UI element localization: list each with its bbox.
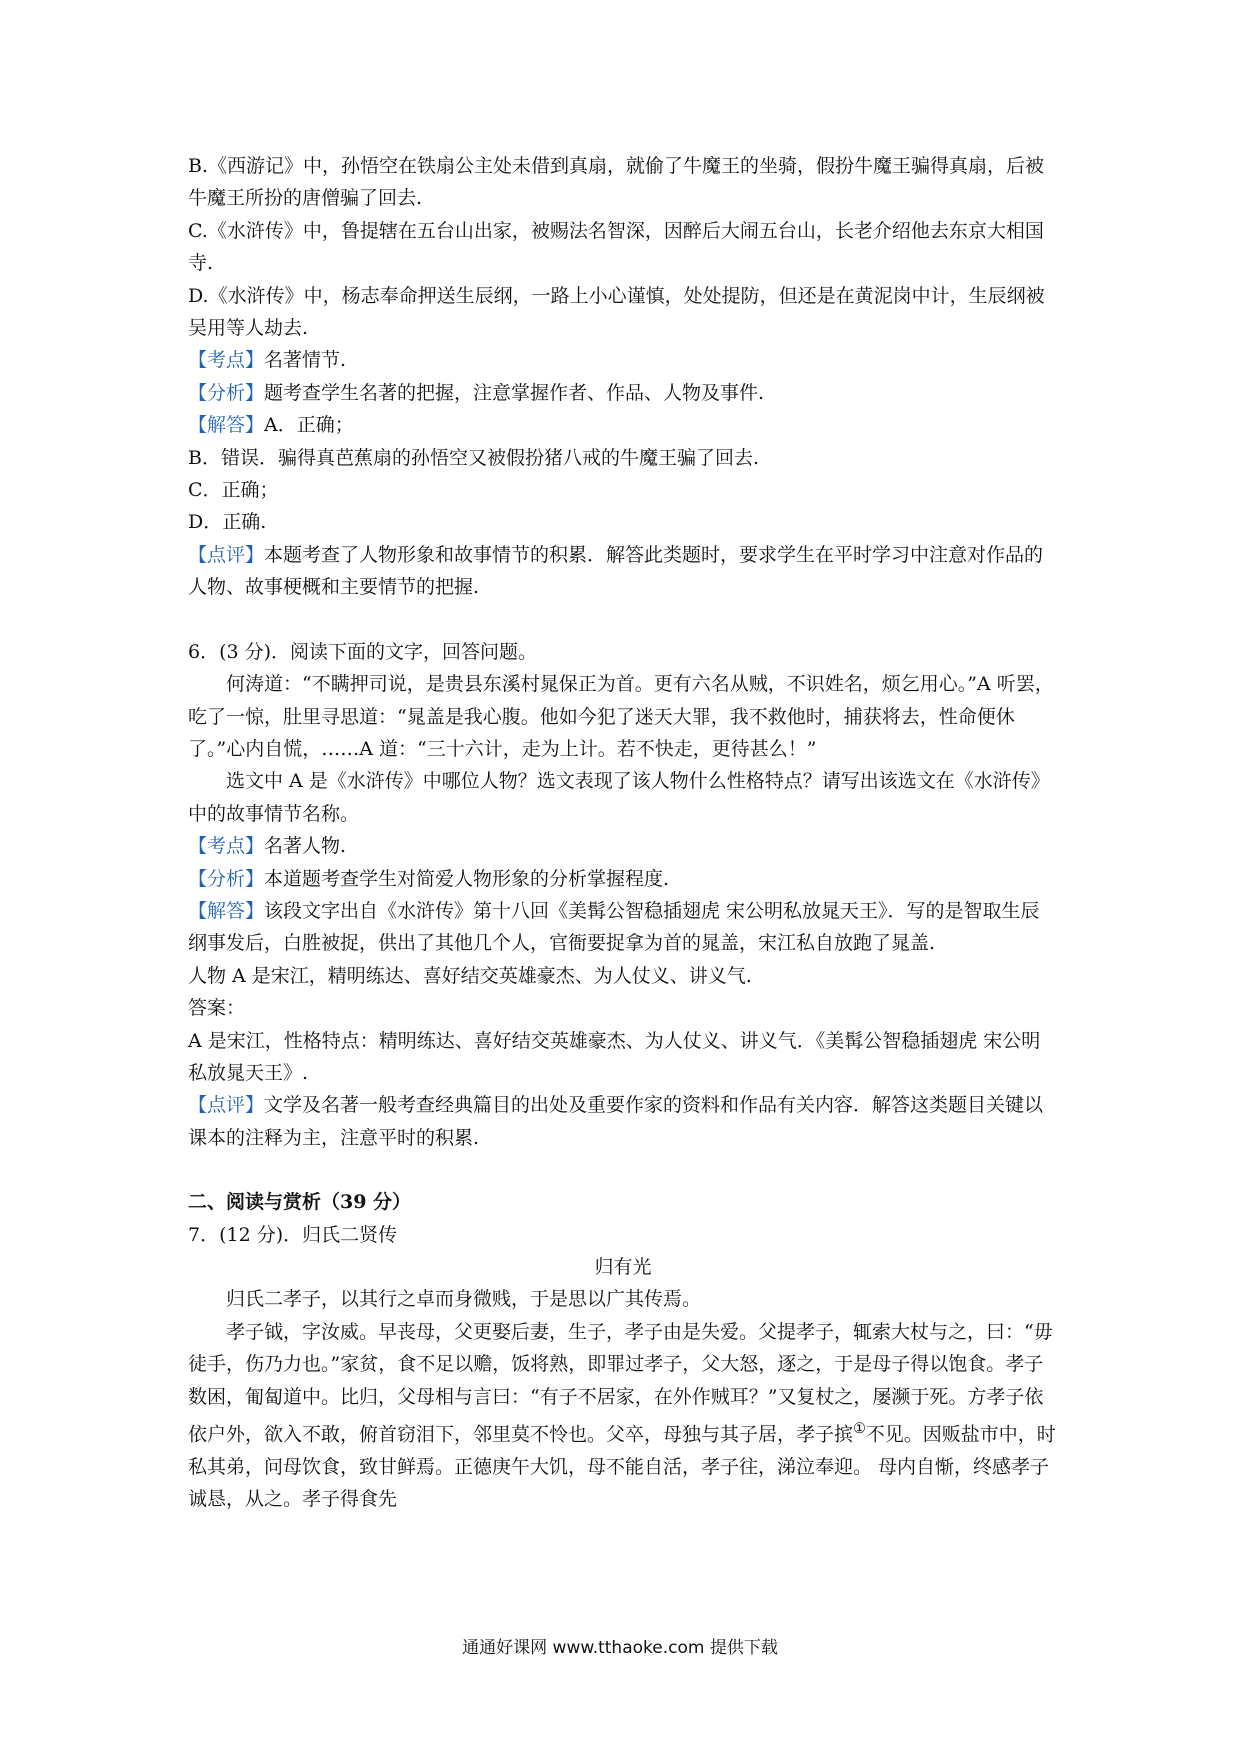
q5-jieda-c: C．正确； [188,479,279,502]
page-footer: 通通好课网 www.tthaoke.com 提供下载 [462,1638,778,1658]
jieda-tag: 【解答】 [188,414,265,437]
q5-jieda-d: D．正确. [188,511,267,534]
spacer [188,1154,1058,1186]
q6-passage: 何涛道：“不瞒押司说，是贵县东溪村晁保正为首。更有六名从贼，不识姓名，烦乞用心。”A 听罢，吃了一惊，肚里寻思道：“晁盖是我心腹。他如今犯了迷天大罪，我不救他时，捕获将去，性命便休了。”心内自慌，……A 道：“三十六计，走为上计。若不快走，更待甚么！” [188,673,1054,760]
section-title: 二、阅读与赏析（39 分） [188,1191,412,1214]
q7-para-1: 归氏二孝子，以其行之卓而身微贱，于是思以广其传焉。 [226,1288,702,1311]
passage-author: 归有光 [594,1256,652,1278]
kaodian-text: 名著情节. [264,349,347,372]
jieda-tag: 【解答】 [188,899,265,922]
q7-para-2 [188,1316,1058,1516]
kaodian-tag: 【考点】 [188,349,265,372]
dianping-tag: 【点评】 [188,1094,265,1117]
fenxi-tag: 【分析】 [188,867,265,890]
q6-kaodian [188,830,1058,862]
q6-stem: 6．(3 分)．阅读下面的文字，回答问题。 [188,640,538,663]
dianping-tag: 【点评】 [188,543,265,566]
q6-answer: A 是宋江，性格特点：精明练达、喜好结交英雄豪杰、为人仗义、讲义气．《美髯公智稳插翅虎 宋公明私放晁天王》. [188,1029,1041,1084]
q5-option-b: B.《西游记》中，孙悟空在铁扇公主处未借到真扇，就偷了牛魔王的坐骑，假扮牛魔王骗得真扇，后被牛魔王所扮的唐僧骗了回去. [188,155,1045,210]
q5-kaodian [188,344,1058,376]
q5-dianping [188,539,1058,604]
q5-jieda [188,409,1058,441]
q6-fenxi [188,863,1058,895]
jieda-a: A．正确； [264,414,354,437]
para-2-part-a: 孝子钺，字汝威。早丧母，父更娶后妻，生子，孝子由是失爱。父提孝子，辄索大杖与之，曰：“毋徒手，伤乃力也。”家贫，食不足以赡，饭将熟，即罪过孝子，父大怒，逐之，于是母子得以饱食。孝子数困，匍匐道中。比归，父母相与言曰：“有子不居家，在外作贼耳？”又复杖之，屡濒于死。方孝子依依户外，欲入不敢，俯首窃泪下，邻里莫不怜也。父卒，母独与其子居，孝子摈 [188,1320,1053,1446]
spacer [188,604,1058,636]
kaodian-tag: 【考点】 [188,835,265,858]
q6-answer-label: 答案： [188,997,246,1020]
jieda-text: 该段文字出自《水浒传》第十八回《美髯公智稳插翅虎 宋公明私放晁天王》．写的是智取生辰纲事发后，白胜被捉，供出了其他几个人，官衙要捉拿为首的晁盖，宋江私自放跑了晁盖. [188,899,1040,955]
q6-dianping [188,1089,1058,1154]
para-2-part-b: 不见。因贩盐市中，时私其弟，问母饮食，致甘鲜焉。正德庚午大饥，母不能自活，孝子往，涕泣奉迎。 母内自惭，终感孝子诚恳，从之。孝子得食先 [188,1423,1056,1511]
q5-fenxi [188,377,1058,409]
fenxi-text: 本道题考查学生对简爱人物形象的分析掌握程度. [264,867,670,890]
q5-option-d: D.《水浒传》中，杨志奉命押送生辰纲，一路上小心谨慎，处处提防，但还是在黄泥岗中计，生辰纲被吴用等人劫去. [188,284,1045,340]
q5-option-c: C.《水浒传》中，鲁提辖在五台山出家，被赐法名智深，因醉后大闹五台山，长老介绍他去东京大相国寺. [188,219,1044,275]
kaodian-text: 名著人物. [264,835,347,858]
fenxi-tag: 【分析】 [188,381,265,404]
document-page [188,150,1058,1516]
q5-jieda-b: B．错误．骗得真芭蕉扇的孙悟空又被假扮猪八戒的牛魔王骗了回去. [188,446,760,469]
q7-stem: 7．(12 分)．归氏二贤传 [188,1223,398,1246]
footnote-mark: ① [853,1421,866,1438]
dianping-text: 本题考查了人物形象和故事情节的积累．解答此类题时，要求学生在平时学习中注意对作品的人物、故事梗概和主要情节的把握. [188,543,1044,599]
fenxi-text: 题考查学生名著的把握，注意掌握作者、作品、人物及事件. [264,381,765,404]
dianping-text: 文学及名著一般考查经典篇目的出处及重要作家的资料和作品有关内容．解答这类题目关键以课本的注释为主，注意平时的积累. [188,1094,1044,1149]
q6-renwu: 人物 A 是宋江，精明练达、喜好结交英雄豪杰、为人仗义、讲义气. [188,964,752,987]
q6-jieda [188,895,1058,960]
q6-question: 选文中 A 是《水浒传》中哪位人物？选文表现了该人物什么性格特点？请写出该选文在《水浒传》中的故事情节名称。 [188,770,1050,825]
